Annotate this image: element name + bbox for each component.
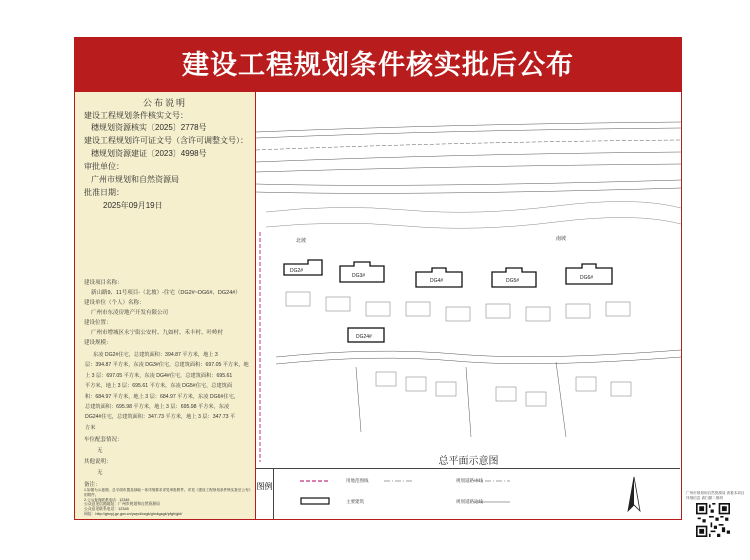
permit-doc-value: 穗规划资源建证〔2023〕4998号 (91, 149, 207, 158)
date-value: 2025年09月19日 (103, 201, 163, 210)
authority-label: 审批单位： (84, 162, 124, 171)
scale-line: 东凌 DG2#住宅，总建筑面积：394.87 平方米，地上 3 (93, 352, 218, 358)
legend-item-boundary: 用地范围线 (346, 478, 369, 483)
legend-item-centerline: 规划道路中线 (456, 478, 483, 483)
label-dg5: DG5# (506, 278, 520, 284)
scale-line: 层：394.87 平方米，东凌 DG3#住宅，总建筑面积：697.05 平方米，地 (85, 362, 249, 369)
north-arrow-icon (624, 475, 644, 515)
project-value: 新山路9、11号项目-（北坡）-住宅（DG2#~DG6#、DG24#） (91, 290, 241, 296)
info-panel (75, 92, 256, 519)
url-line: 网址：http://ghzyj.gz.gov.cn/ywpd/xxgk/ghxkgsgk/pfgh/gkt/ (84, 512, 183, 516)
label-north: 北坡 (296, 238, 307, 244)
approval-doc-label: 建设工程规划条件核实文号： (84, 111, 188, 120)
centerline-legend-swatch-2 (474, 479, 510, 483)
qr-code-icon[interactable] (696, 503, 730, 537)
legend-item-road-edge: 规划道路边线 (456, 499, 483, 504)
scale-text (85, 350, 251, 433)
project-label: 建设项目名称： (84, 280, 123, 286)
label-dg6: DG6# (580, 275, 594, 281)
label-dg24: DG24# (356, 334, 372, 340)
map-background (256, 92, 681, 465)
parking-value: 无 (97, 448, 103, 454)
qr-caption: 广州市规划和自然资源局 查看本项目详细信息 请扫描二维码 (686, 491, 745, 500)
scale-line: 总建筑面积：695.98 平方米，地上 3 层：695.98 平方米，东凌 (85, 404, 230, 411)
contact-line-2: 公众意见联系电话：12345 (84, 507, 129, 511)
notice-board (74, 37, 682, 520)
permit-doc-label: 建设工程规划许可证文号（含许可调整文号）： (84, 136, 248, 145)
building-legend-swatch (300, 497, 330, 505)
scale-line: 平方米，地上 3 层：695.61 平方米，东凌 DG5#住宅，总建筑面 (85, 383, 233, 390)
label-dg2: DG2# (290, 268, 304, 274)
other-value: 无 (97, 470, 103, 476)
unit-label: 建设单位（个人）名称： (84, 300, 145, 306)
location-label: 建设位置： (84, 320, 112, 326)
date-label: 批准日期： (84, 188, 124, 197)
legend (256, 468, 680, 519)
panel-header: 公布说明 (142, 98, 187, 108)
unit-value: 广州市东凌房地产开发有限公司 (91, 310, 169, 316)
scale-line: DG24#住宅，总建筑面积：347.73 平方米，地上 3 层：347.73 平 (85, 414, 236, 421)
label-south: 南坡 (556, 236, 567, 242)
location-value: 广州市增城区永宁街公安村、九如村、禾丰村、叶岭村 (91, 330, 224, 336)
note-line: 1.如图为示意图，总平面布置及绿地一体详细要求详见审批附件。详见《建设工程规划条件核实批后公布》的附件。 (84, 488, 251, 497)
label-dg4: DG4# (430, 278, 444, 284)
authority-value: 广州市规划和自然资源局 (91, 175, 179, 184)
notes-label: 备注： (84, 482, 101, 488)
map-title: 总平面示意图 (438, 456, 499, 467)
legend-item-building: 主要建筑 (346, 499, 364, 504)
other-label: 其他说明： (84, 459, 112, 465)
note-line: 2.公示查询联系电话：12345 (84, 498, 130, 502)
scale-line: 上 3 层：697.05 平方米，东凌 DG4#住宅，总建筑面积：695.61 (85, 372, 233, 379)
scale-line: 方米 (85, 424, 96, 431)
boundary-legend-swatch (300, 479, 330, 483)
notes-text (84, 488, 252, 503)
label-dg3: DG3# (352, 273, 366, 279)
legend-header: 图例 (256, 469, 274, 519)
scale-line: 积：684.97 平方米，地上 3 层：684.97 平方米，东凌 DG6#住宅， (85, 393, 239, 400)
scale-label: 建设规模： (84, 340, 112, 346)
parking-label: 车位配套情况： (84, 437, 123, 443)
contact-line-1: 公众意见信箱地址：广州市规划和自然资源局 (84, 502, 160, 506)
approval-doc-value: 穗规划资源核实〔2025〕2778号 (91, 123, 207, 132)
centerline-legend-swatch (384, 479, 414, 483)
site-plan (256, 92, 681, 465)
page-title: 建设工程规划条件核实批后公布 (75, 38, 681, 92)
road-edge-legend-swatch (474, 500, 510, 504)
